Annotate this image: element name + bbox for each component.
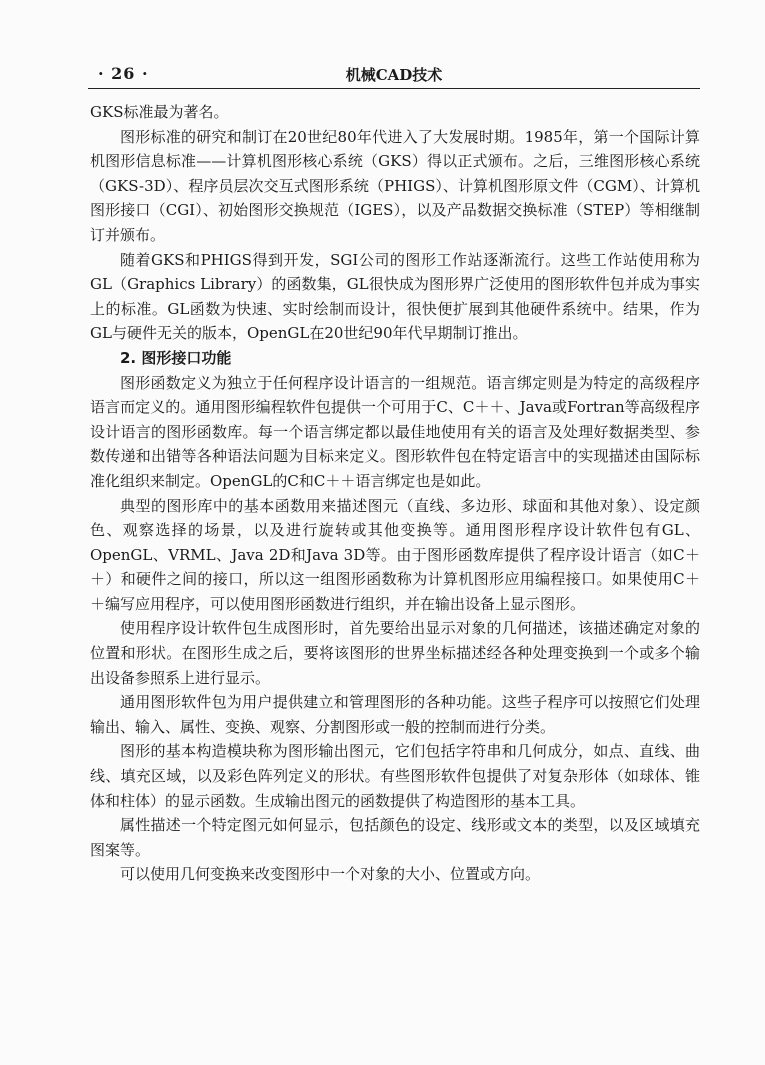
section-heading: 2. 图形接口功能 [120,348,232,367]
page-number: · 26 · [98,64,149,83]
page-header [88,62,700,89]
paragraph: 通用图形软件包为用户提供建立和管理图形的各种功能。这些子程序可以按照它们处理输出、输入、属性、变换、观察、分割图形或一般的控制而进行分类。 [90,693,700,736]
running-title: 机械CAD技术 [345,66,443,84]
paragraph: 典型的图形库中的基本函数用来描述图元（直线、多边形、球面和其他对象）、设定颜色、观察选择的场景，以及进行旋转或其他变换等。通用图形程序设计软件包有GL、OpenGL、VRML、Java 2D和Java 3D等。由于图形函数库提供了程序设计语言（如C＋＋）和硬件之间的接口，所以这一组图形函数称为计算机图形应用编程接口。如果使用C＋＋编写应用程序，可以使用图形函数进行组织，并在输出设备上显示图形。 [90,496,700,613]
paragraph: 图形的基本构造模块称为图形输出图元，它们包括字符串和几何成分，如点、直线、曲线、填充区域，以及彩色阵列定义的形状。有些图形软件包提供了对复杂形体（如球体、锥体和柱体）的显示函数。生成输出图元的函数提供了构造图形的基本工具。 [90,742,700,810]
paragraph-continuation: GKS标准最为著名。 [90,103,229,121]
paragraph: 可以使用几何变换来改变图形中一个对象的大小、位置或方向。 [120,865,541,884]
paragraph: 属性描述一个特定图元如何显示，包括颜色的设定、线形或文本的类型，以及区域填充图案等。 [90,816,700,859]
paragraph: 图形函数定义为独立于任何程序设计语言的一组规范。语言绑定则是为特定的高级程序语言而定义的。通用图形编程软件包提供一个可用于C、C＋＋、Java或Fortran等高级程序设计语言的图形函数库。每一个语言绑定都以最佳地使用有关的语言及处理好数据类型、参数传递和出错等各种语法问题为目标来定义。图形软件包在特定语言中的实现描述由国际标准化组织来制定。OpenGL的C和C＋＋语言绑定也是如此。 [90,373,700,490]
paragraph: 图形标准的研究和制订在20世纪80年代进入了大发展时期。1985年，第一个国际计算机图形信息标准——计算机图形核心系统（GKS）得以正式颁布。之后，三维图形核心系统（GKS-3D）、程序员层次交互式图形系统（PHIGS）、计算机图形原文件（CGM）、计算机图形接口（CGI）、初始图形交换规范（IGES），以及产品数据交换标准（STEP）等相继制订并颁布。 [90,127,700,244]
paragraph: 使用程序设计软件包生成图形时，首先要给出显示对象的几何描述，该描述确定对象的位置和形状。在图形生成之后，要将该图形的世界坐标描述经各种处理变换到一个或多个输出设备参照系上进行显示。 [90,619,700,687]
body-text [90,100,700,887]
paragraph: 随着GKS和PHIGS得到开发，SGI公司的图形工作站逐渐流行。这些工作站使用称为GL（Graphics Library）的函数集，GL很快成为图形界广泛使用的图形软件包并成为事实上的标准。GL函数为快速、实时绘制而设计，很快便扩展到其他硬件系统中。结果，作为GL与硬件无关的版本，OpenGL在20世纪90年代早期制订推出。 [90,250,700,343]
